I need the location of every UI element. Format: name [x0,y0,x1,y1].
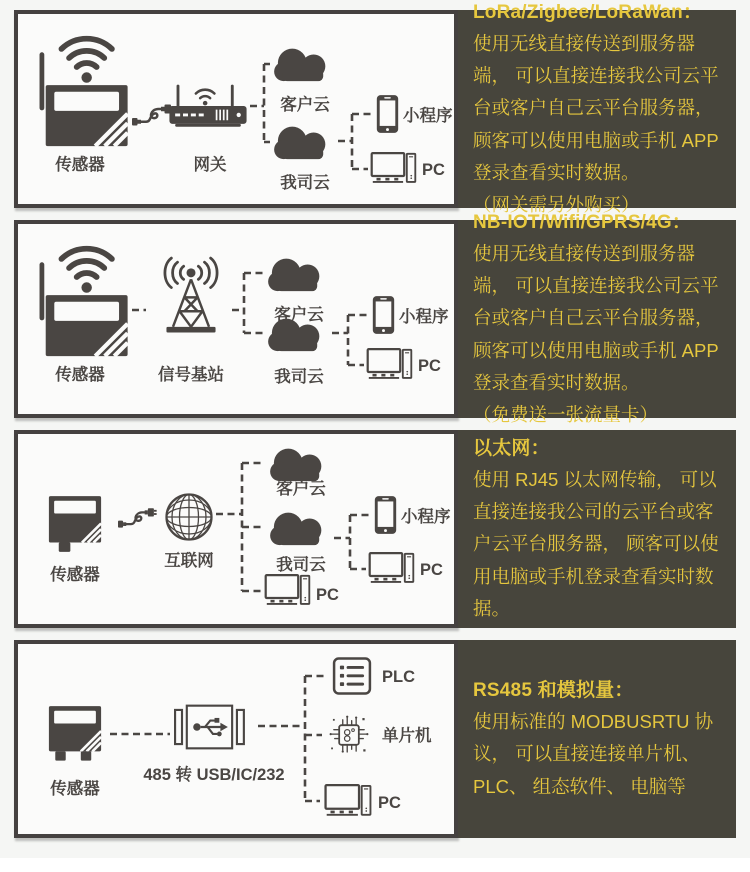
plc-icon [334,659,370,694]
pc-icon [368,349,412,378]
rs485-info-panel [458,640,736,838]
pc-icon [326,785,371,815]
customer-cloud-icon [268,259,319,292]
row-rs485 [14,640,736,838]
our-cloud-label: 我司云 [274,368,324,386]
rs485-diagram [18,644,454,834]
customer-cloud-label: 客户云 [276,480,326,498]
pc-icon [266,575,310,604]
plc-label: PLC [382,668,415,686]
info-body: 使用无线直接传送到服务器端， 可以直接连接我公司云平台或客户自己云平台服务器， 顾客可以使用电脑或手机 APP 登录查看实时数据。 [473,32,719,183]
info-body: 使用标准的 MODBUSRTU 协议， 可以直接连接单片机、 PLC、 组态软件、 电脑等 [473,711,714,797]
customer-cloud-icon [274,49,325,82]
mcu-chip-icon [330,716,369,753]
pc-label: PC [418,357,441,375]
wired-sensor-icon [49,706,101,761]
info-body: 使用无线直接传送到服务器端， 可以直接连接我公司云平台或客户自己云平台服务器， 顾客可以使用电脑或手机 APP 登录查看实时数据。 [473,242,719,393]
connector-dashes [334,515,372,569]
cable-icon [118,508,157,527]
phone-icon [375,496,396,534]
pc-label: PC [316,586,339,604]
our-cloud-icon [274,127,325,160]
cable-icon [132,105,174,126]
mcu-label: 单片机 [382,727,432,745]
nbiot-info-panel [458,211,736,425]
our-cloud-label: 我司云 [280,174,330,192]
info-title: RS485 和模拟量： [473,680,634,702]
info-body: 使用 RJ45 以太网传输， 可以直接连接我公司的云平台或客户云平台服务器， 顾客可以使用电脑或手机登录查看实时数据。 [473,469,719,619]
gateway-label: 网关 [193,156,227,174]
info-note: （免费送一张流量卡） [473,403,659,425]
info-title: LoRa/Zigbee/LoRaWan： [473,1,703,23]
lora-diagram [18,14,454,204]
pc-icon [370,553,414,582]
connector-dashes [250,64,270,142]
customer-cloud-label: 客户云 [274,306,324,324]
mini-program-label: 小程序 [403,107,453,125]
customer-cloud-icon [270,449,321,482]
connector-dashes [216,463,264,591]
connector-dashes [332,315,370,365]
sensor-label: 传感器 [50,780,100,798]
row-ethernet [14,430,736,628]
internet-globe-icon [167,495,212,540]
our-cloud-icon [270,513,321,546]
base-station-icon [165,258,217,332]
ethernet-diagram [18,434,454,624]
connector-dashes [338,114,374,169]
sensor-label: 传感器 [55,366,105,384]
row-lora [14,1,736,215]
usb-converter-icon [175,706,244,749]
nbiot-diagram [18,224,454,414]
row-nbiot [14,211,736,425]
pc-label: PC [422,161,445,179]
our-cloud-label: 我司云 [276,556,326,574]
ethernet-diagram-panel [14,430,458,628]
gateway-router-icon [169,86,246,127]
lora-diagram-panel [14,10,458,208]
sensor-label: 传感器 [55,156,105,174]
base-station-label: 信号基站 [158,366,224,384]
phone-icon [377,95,398,133]
pc-label: PC [420,561,443,579]
wired-sensor-icon [49,496,101,552]
lora-info-panel [458,1,736,215]
rs485-diagram-panel [14,640,458,838]
info-note: （网关需另外购买） [473,193,640,215]
nbiot-diagram-panel [14,220,458,418]
connector-dashes [232,273,264,333]
pc-label: PC [378,794,401,812]
wireless-sensor-icon [42,249,128,356]
ethernet-info-panel [458,430,736,628]
customer-cloud-label: 客户云 [280,96,330,114]
mini-program-label: 小程序 [399,308,449,326]
wireless-sensor-icon [42,39,128,146]
sensor-label: 传感器 [50,566,100,584]
pc-icon [372,153,416,182]
internet-label: 互联网 [164,552,214,570]
phone-icon [373,296,394,334]
info-title: 以太网： [473,438,550,460]
converter-label: 485 转 USB/IC/232 [143,766,285,784]
mini-program-label: 小程序 [401,508,451,526]
info-title: NB-IOT/Wifi/GPRS/4G： [473,211,692,233]
